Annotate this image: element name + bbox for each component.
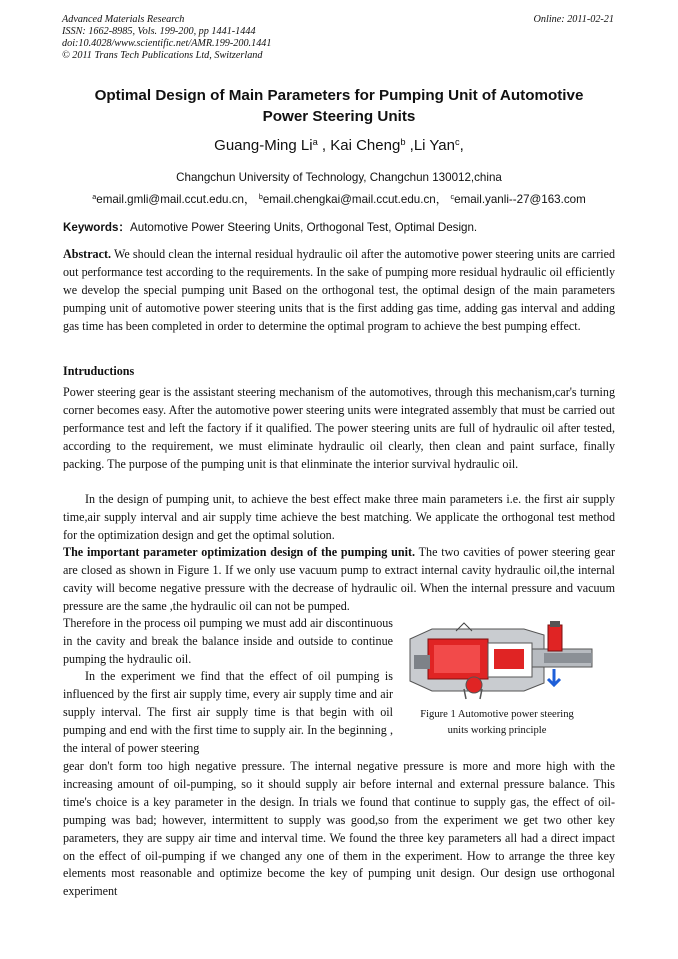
section-2-heading: The important parameter optimization design of the pumping unit. xyxy=(63,545,416,559)
section-2-text: The two cavities of power steering gear are closed as shown in Figure 1. If we only use vacuum pump to extract internal cavity hydraulic oil,the internal cavity will become negative pressure with the decrease of hydraulic oil. When the internal pressure and vacuum pressure are the same ,the hydraulic oil can not be pumped. xyxy=(63,545,615,613)
author-1-mark: a xyxy=(312,136,318,147)
intro-heading-text: Intruductions xyxy=(63,364,135,378)
doi-line: doi:10.4028/www.scientific.net/AMR.199-200.1441 xyxy=(62,38,272,49)
abstract-label: Abstract. xyxy=(63,247,112,261)
section-2-paragraph xyxy=(63,544,615,616)
wrap-paragraph-1: Therefore in the process oil pumping we must add air discontinuous in the cavity and break the balance inside and outside to continue pumping the hydraulic oil. xyxy=(63,616,393,666)
keywords-label: Keywords： xyxy=(63,221,131,234)
title-line-1: Optimal Design of Main Parameters for Pumping Unit of Automotive xyxy=(94,87,584,104)
online-date: Online: 2011-02-21 xyxy=(533,14,614,25)
email-line xyxy=(60,191,618,207)
keywords xyxy=(63,219,615,235)
intro-paragraph-1: Power steering gear is the assistant steering mechanism of the automotives, through this mechanism,car's turning corner becomes easy. After the automotive power steering units were integrated assembly that must be carried out performance test and left the factory if it qualified. The power steering units are full of hydraulic oil after tested, according to the requirement, we must eliminate hydraulic oil clearly, then clean and paint surface, finally packing. The purpose of the pumping unit is that elinminate the interior survival hydraulic oil. xyxy=(63,385,615,471)
abstract-text: We should clean the internal residual hydraulic oil after the automotive power steering units are carried out performance test according to the requirements. In the sake of pumping more residual hydraulic oil efficiently we develop the special pumping unit Based on the orthogonal test, the optimal design of the main parameters pumping unit of automotive power steering units that is the first adding gas time, adding gas interval and adding gas time has been completed in order to determine the optimal program to achieve the best pumping effect. xyxy=(63,247,615,333)
wrap-paragraph-2: In the experiment we find that the effect of oil pumping is influenced by the first air supply time, every air supply time and air supply interval. The first air supply time is that begin with oil pumping and end with the first time to supply air. In the beginning , the interal of power steering xyxy=(63,669,393,755)
journal-header xyxy=(62,14,614,62)
keywords-text: Automotive Power Steering Units, Orthogonal Test, Optimal Design. xyxy=(130,221,478,234)
author-separator: , xyxy=(459,137,464,154)
author-2: Kai Cheng xyxy=(330,137,401,154)
copyright-line: © 2011 Trans Tech Publications Ltd, Switzerland xyxy=(62,50,263,61)
title-line-2: Power Steering Units xyxy=(262,108,416,125)
author-separator: , xyxy=(317,137,331,154)
issn-line: ISSN: 1662-8985, Vols. 199-200, pp 1441-1444 xyxy=(62,26,256,37)
journal-name: Advanced Materials Research xyxy=(62,14,185,25)
email-1-mark: a xyxy=(92,192,97,202)
author-3: Li Yan xyxy=(413,137,455,154)
email-2-mark: b xyxy=(258,192,263,202)
author-3-mark: c xyxy=(454,136,460,147)
author-2-mark: b xyxy=(400,136,406,147)
author-list xyxy=(60,137,618,154)
paper-title xyxy=(60,85,618,127)
figure-1-caption xyxy=(392,707,602,739)
figure-1-diagram xyxy=(404,619,600,701)
email-2: email.chengkai@mail.ccut.edu.cn， xyxy=(262,193,448,206)
affiliation: Changchun University of Technology, Changchun 130012,china xyxy=(176,171,502,184)
email-3-mark: c xyxy=(450,192,455,202)
author-1: Guang-Ming Li xyxy=(214,137,313,154)
email-1: email.gmli@mail.ccut.edu.cn， xyxy=(96,193,256,206)
intro-paragraph-2: In the design of pumping unit, to achieve the best effect make three main parameters i.e. the first air supply time,air supply interval and air supply time achieve the best matching. We applicate the orthogonal test method for the optimization design and get the optimal solution. xyxy=(63,492,615,542)
body-paragraph-continued: gear don't form too high negative pressure. The internal negative pressure is more and more high with the increasing amount of oil-pumping, so it should supply air before internal and external pressure balance. This time's choice is a key parameter in the design. In trials we found that continue to supply gas, the effect of oil-pumping was bad; however, intermittent to supply was good,so from the experiment we get two other key parameters, they are suppy air time and interval time. We found the three key parameters all had a direct impact on the effect of oil-pumping if we changed any one of them in the experiment. How to arrange the three key elements most reasonable and optimize become the key of pumping unit design. Our design use orthogonal experiment xyxy=(63,759,615,899)
caption-line-1: Figure 1 Automotive power steering xyxy=(420,709,574,720)
caption-line-2: units working principle xyxy=(447,725,547,736)
email-3: email.yanli--27@163.com xyxy=(454,193,586,206)
steering-unit-illustration xyxy=(404,619,600,701)
abstract xyxy=(63,246,615,336)
author-separator: , xyxy=(405,137,414,154)
section-heading-introduction xyxy=(63,363,615,381)
